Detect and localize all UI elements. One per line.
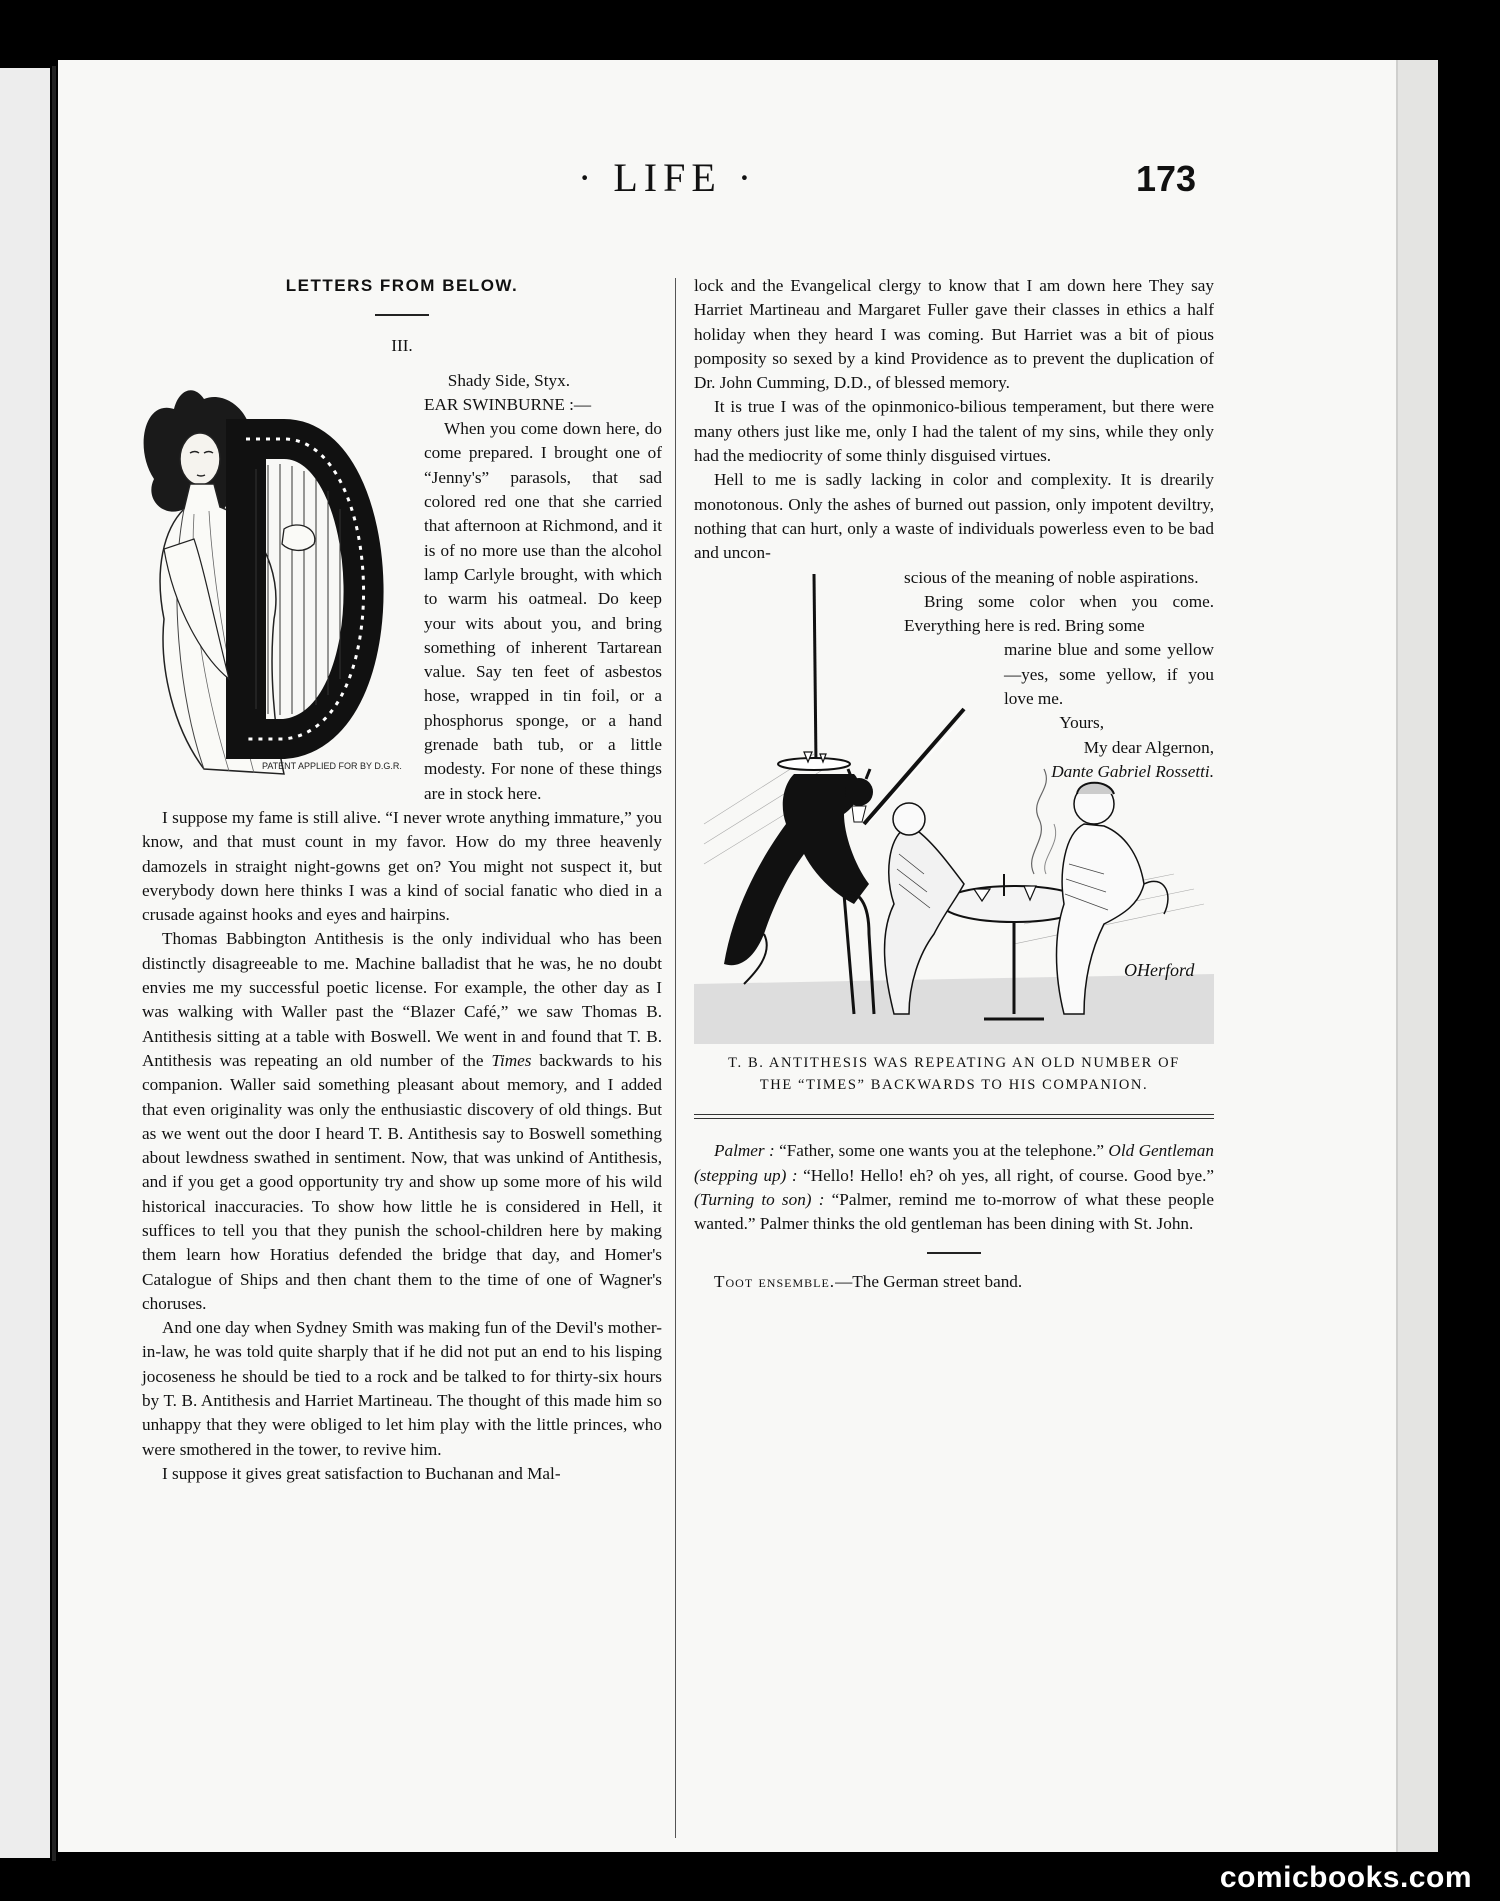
left-column	[142, 274, 662, 1486]
paragraph-4: And one day when Sydney Smith was making fun of the Devil's mother-in-law, he was told quite sharply that if he did not put an end to his lisping jocoseness he should be tied to a rock and be talked to for thirty-six hours by T. B. Antithesis and Harriet Martineau. The thought of this made him so unhappy that they were obliged to let him play with the little princes, who were smothered in the tower, to revive him.	[142, 1318, 662, 1459]
paragraph-1: When you come down here, do come prepared. I brought one of “Jenny's” parasols, that sad colored red one that she carried that afternoon at Richmond, and it is of no more use than the alcohol lamp Carlyle brought, with which to warm his oatmeal. Do keep your wits about you, and bring something of inherent Tartarean value. Say ten feet of asbestos hose, wrapped in tin foil, or a phosphorus sponge, or a hand grenade bath tub, or a little modesty. For none of these things are in stock here.	[424, 419, 662, 803]
site-watermark: comicbooks.com	[1219, 1861, 1472, 1894]
dropcap-illustration	[134, 369, 416, 789]
column-divider	[675, 278, 676, 1838]
closing-address: My dear Algernon,	[1083, 737, 1214, 757]
heading-rule	[375, 314, 429, 316]
paragraph-5: I suppose it gives great satisfaction to Buchanan and Mal-	[162, 1463, 561, 1483]
joke-line-1: “Father, some one wants you at the telephone.”	[779, 1141, 1105, 1161]
page-edge-strip	[1396, 60, 1438, 1852]
harp-woman-drawing	[134, 369, 416, 789]
joke-rule	[927, 1252, 981, 1254]
salutation: EAR SWINBURNE :—	[424, 394, 592, 414]
closing-yours: Yours,	[1059, 713, 1104, 733]
letter-number: III.	[391, 336, 413, 356]
times-word: Times	[491, 1050, 532, 1070]
masthead: · LIFE ·	[578, 155, 758, 200]
joke-speaker-1: Palmer :	[714, 1141, 775, 1161]
joke-line-2: “Hello! Hello! eh? oh yes, all right, of course. Good bye.”	[803, 1165, 1214, 1185]
wrapped-section	[694, 566, 1214, 1045]
toot-text: —The German street band.	[835, 1272, 1023, 1292]
toot-paragraph	[694, 1270, 1214, 1294]
joke-line-3: “Palmer, remind me to-morrow of what these people wanted.” Palmer thinks the old gentleman has been dining with St. John.	[694, 1189, 1214, 1234]
right-column	[694, 274, 1214, 1295]
artist-signature: OHerford	[1124, 960, 1195, 981]
paragraph-7: Hell to me is sadly lacking in color and complexity. It is drearily monotonous. Only the ashes of burned out passion, only impotent deviltry, nothing that can hurt, only a waste of individuals powerless even to be bad and uncon-	[694, 470, 1214, 563]
joke-paragraph	[694, 1139, 1214, 1236]
previous-page-edge	[0, 68, 50, 1858]
joke-speaker-2: Old Gentleman (stepping up) :	[694, 1141, 1214, 1185]
toot-label: Toot ensemble.	[714, 1272, 836, 1292]
magazine-page	[58, 60, 1438, 1852]
paragraph-2: I suppose my fame is still alive. “I never wrote anything immature,” you know, and that must count in my favor. How do my three heavenly damozels in straight night-gowns get on? You might not suspect it, but everybody down here thinks I was a kind of social fanatic who died in a crusade against hooks and eyes and hairpins.	[142, 807, 662, 925]
paragraph-3-a: Thomas Babbington Antithesis is the only individual who has been distinctly disagreeable to me. Machine balladist that he was, he no doubt envies me my successful poetic license. For example, the other day as I was walking with Waller past the “Blazer Café,” we saw Thomas B. Antithesis sitting at a table with Boswell. We went in and found that T. B. Antithesis was repeating an old number of the	[142, 929, 662, 1070]
caption-line-2: THE “TIMES” BACKWARDS TO HIS COMPANION.	[759, 1077, 1149, 1094]
paragraph-8-end: marine blue and some yellow—yes, some yellow, if you love me.	[1004, 640, 1214, 709]
caption-line-1: T. B. ANTITHESIS WAS REPEATING AN OLD NUMBER OF	[728, 1055, 1180, 1072]
illustration-caption	[694, 1052, 1214, 1096]
paragraph-3-b: backwards to his companion. Waller said something pleasant about memory, and I added that even originality was only the enthusiastic discovery of old things. But as we went out the door I heard T. B. Antithesis say to Boswell something about lewdness swathed in sentiment. Now, that was unkind of Antithesis, and if you get a good opportunity try and show up some more of his wild historical inaccuracies. To show how little he is considered in Hell, it suffices to tell you that they punish the school-children here by making them learn how Horatius defended the bridge that day, and Homer's Catalogue of Ships and then chant them to the time of one of Wagner's choruses.	[142, 1050, 662, 1313]
paragraph-5-continued: lock and the Evangelical clergy to know that I am down here They say Harriet Martineau and Margaret Fuller gave their classes in ethics a half holiday when they heard I was coming. But Harriet was a bit of pious pomposity so sexed by a kind Providence as to prevent the duplication of Dr. John Cumming, D.D., of blessed memory.	[694, 276, 1214, 393]
paragraph-3	[142, 927, 662, 1316]
binding-shadow	[52, 66, 56, 1861]
paragraph-8: Bring some color when you come. Everything here is red. Bring some	[904, 591, 1214, 636]
signature: Dante Gabriel Rossetti.	[1051, 761, 1214, 781]
page-number: 173	[1136, 158, 1197, 199]
section-double-rule	[694, 1114, 1214, 1119]
paragraph-7-end: scious of the meaning of noble aspirations.	[904, 567, 1199, 587]
letter-place: Shady Side, Styx.	[447, 370, 570, 390]
paragraph-6: It is true I was of the opinmonico-bilious temperament, but there were many others just like me, only I had the talent of my sins, while they only had the mediocrity of some thinly disguised virtues.	[694, 397, 1214, 466]
dropcap-stamp: PATENT APPLIED FOR BY D.G.R.	[262, 760, 402, 771]
joke-aside: (Turning to son) :	[694, 1189, 825, 1209]
article-heading: LETTERS FROM BELOW.	[285, 276, 519, 295]
